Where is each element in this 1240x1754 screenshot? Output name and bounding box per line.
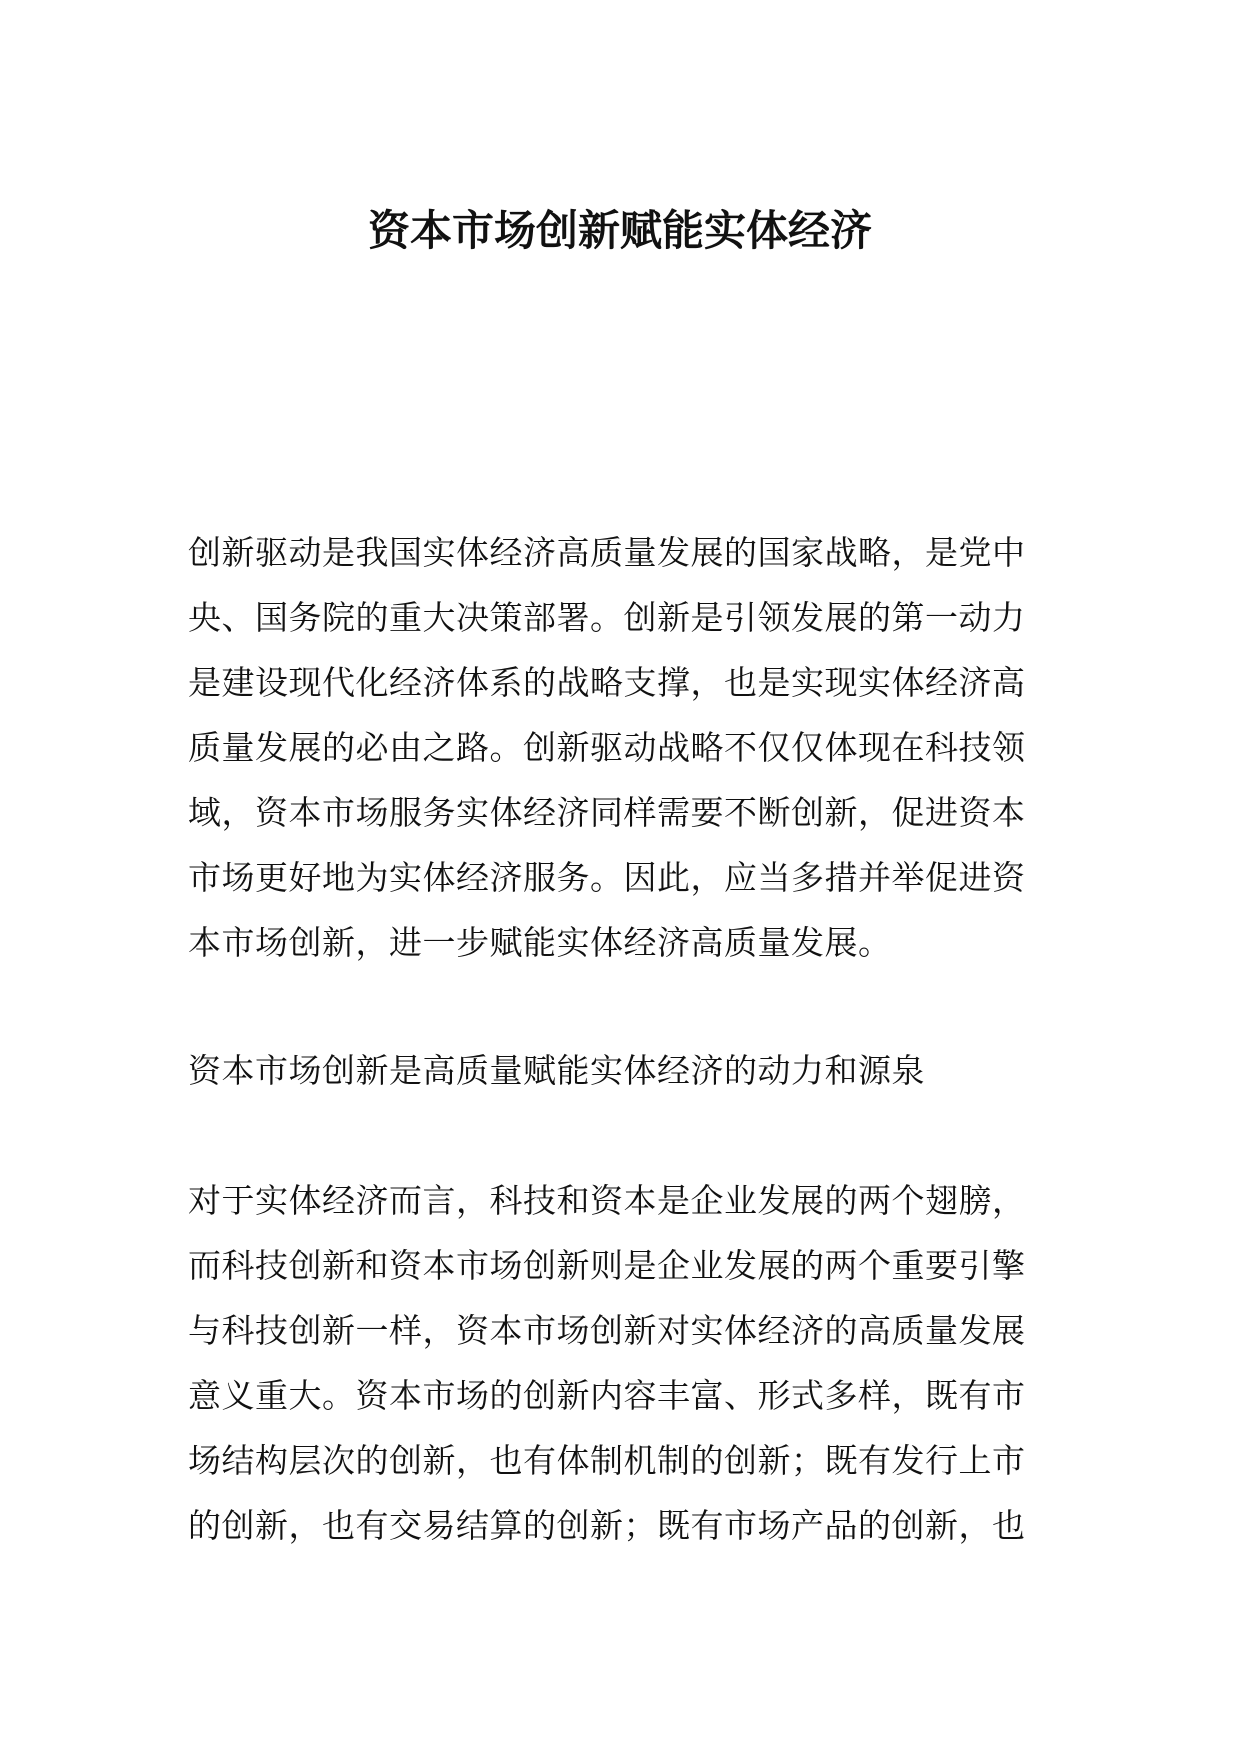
paragraph-line: 央、国务院的重大决策部署。创新是引领发展的第一动力 xyxy=(188,598,1026,637)
paragraph-line: 意义重大。资本市场的创新内容丰富、形式多样，既有市 xyxy=(188,1376,1026,1415)
paragraph-line: 创新驱动是我国实体经济高质量发展的国家战略，是党中 xyxy=(188,533,1026,572)
paragraph-line: 质量发展的必由之路。创新驱动战略不仅仅体现在科技领 xyxy=(188,728,1026,767)
paragraph-2 xyxy=(188,1168,1056,1558)
paragraph-line: 域，资本市场服务实体经济同样需要不断创新，促进资本 xyxy=(188,793,1026,832)
paragraph-line: 场结构层次的创新，也有体制机制的创新；既有发行上市 xyxy=(188,1441,1026,1480)
paragraph-line: 本市场创新，进一步赋能实体经济高质量发展。 xyxy=(188,923,892,962)
paragraph-1 xyxy=(188,520,1056,975)
paragraph-line: 是建设现代化经济体系的战略支撑，也是实现实体经济高 xyxy=(188,663,1026,702)
section-heading-text: 资本市场创新是高质量赋能实体经济的动力和源泉 xyxy=(188,1051,925,1090)
document-title: 资本市场创新赋能实体经济 xyxy=(367,206,872,255)
paragraph-line: 与科技创新一样，资本市场创新对实体经济的高质量发展 xyxy=(188,1311,1026,1350)
paragraph-line: 的创新，也有交易结算的创新；既有市场产品的创新，也 xyxy=(188,1506,1026,1545)
paragraph-line: 市场更好地为实体经济服务。因此，应当多措并举促进资 xyxy=(188,858,1026,897)
paragraph-line: 而科技创新和资本市场创新则是企业发展的两个重要引擎 xyxy=(188,1246,1026,1285)
section-heading xyxy=(188,1038,1056,1103)
paragraph-line: 对于实体经济而言，科技和资本是企业发展的两个翅膀， xyxy=(188,1181,1026,1220)
